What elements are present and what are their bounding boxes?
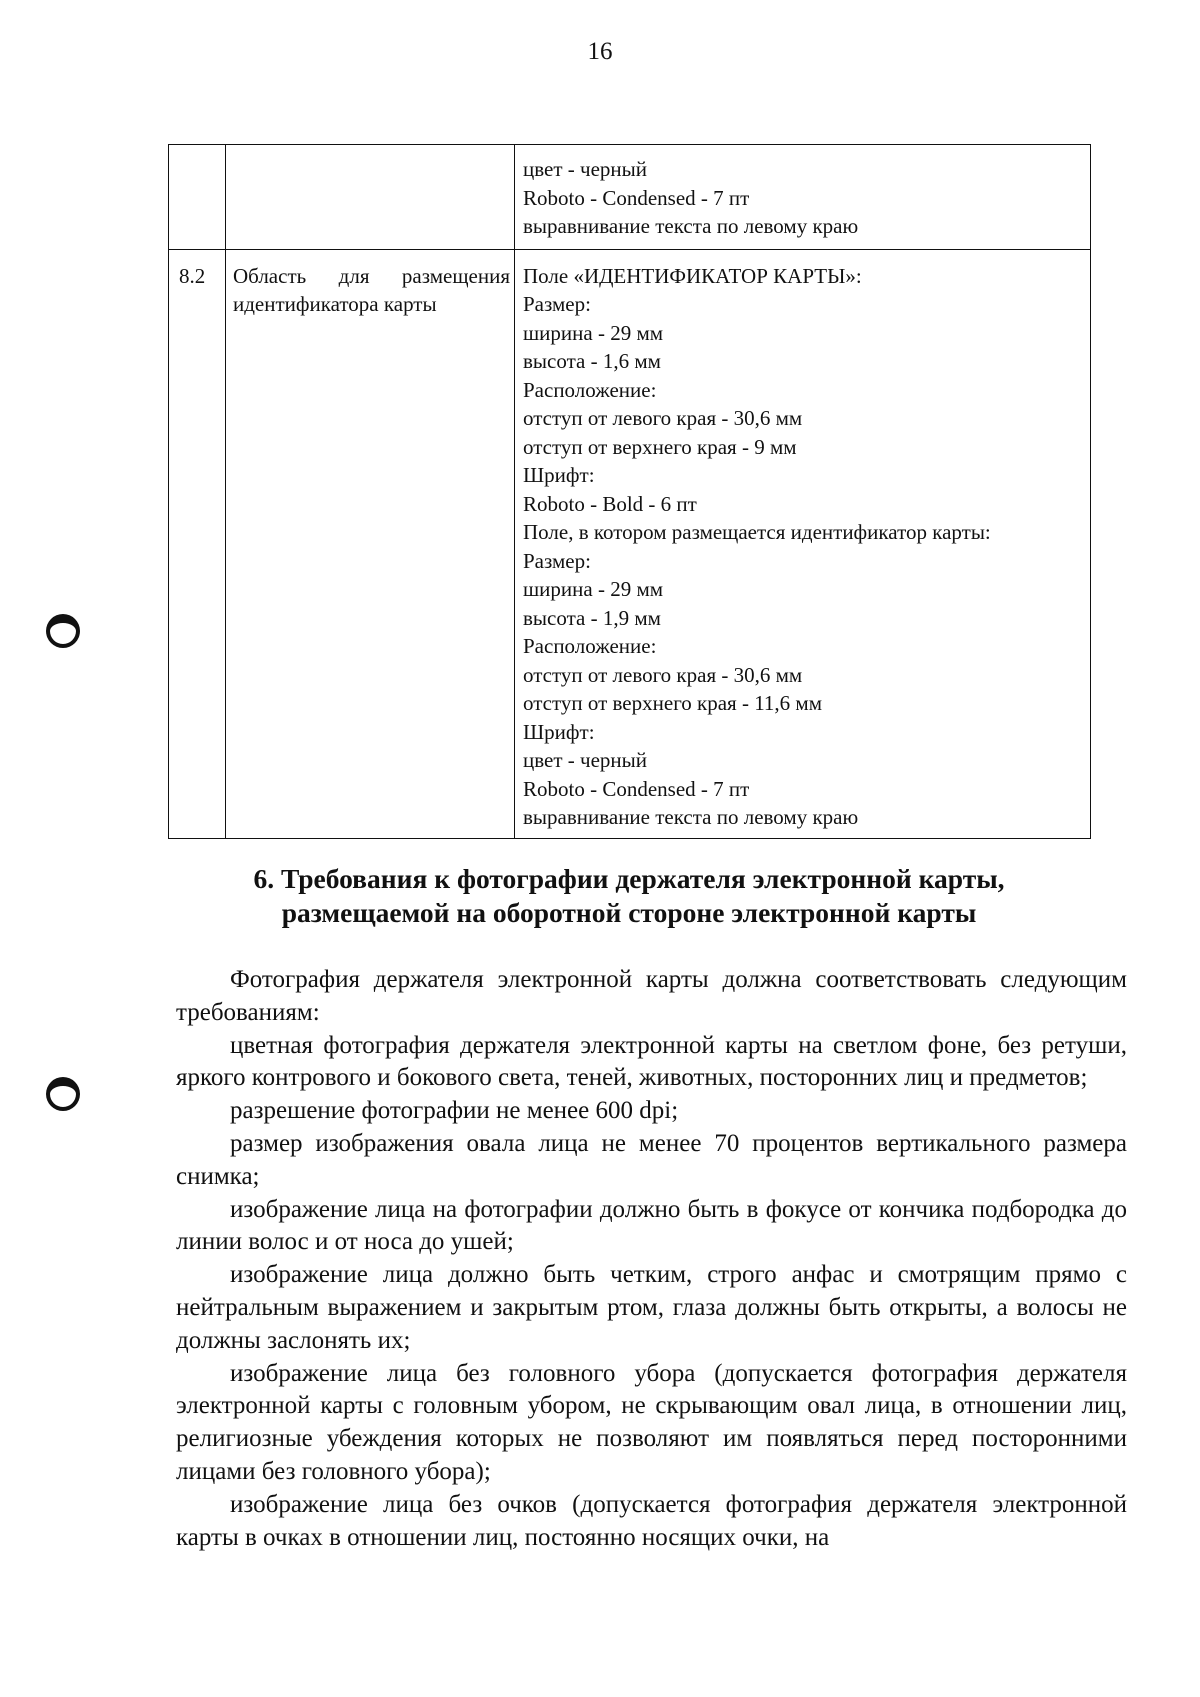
spec-line: высота - 1,9 мм (523, 605, 661, 630)
spec-line: выравнивание текста по левому краю (523, 805, 859, 829)
area-label-line: Область для размещения (233, 263, 510, 288)
paragraph: Фотография держателя электронной карты должна соответствовать следующим требованиям: (176, 966, 1127, 1026)
spec-cell (515, 249, 1091, 838)
section-body (176, 964, 1127, 1554)
spec-line: Roboto - Condensed - 7 пт (523, 185, 750, 210)
section-heading-line: размещаемой на оборотной стороне электронной карты (281, 897, 977, 928)
spec-line: Roboto - Bold - 6 пт (523, 491, 697, 516)
spec-line: Размер: (523, 548, 591, 573)
spec-table (168, 144, 1091, 839)
spec-line: отступ от верхнего края - 9 мм (523, 434, 797, 459)
spec-line: Поле «ИДЕНТИФИКАТОР КАРТЫ»: (523, 263, 862, 288)
spec-line: выравнивание текста по левому краю (523, 214, 859, 238)
spec-line: отступ от левого края - 30,6 мм (523, 662, 803, 687)
spec-line: Расположение: (523, 634, 657, 658)
paragraph: изображение лица без очков (допускается фотография держателя электронной карты в очках в отношении лиц, постоянно носящих очки, на (176, 1490, 1127, 1551)
table-row (169, 145, 1091, 250)
spec-line: ширина - 29 мм (523, 577, 664, 601)
section-heading (168, 862, 1090, 930)
area-cell (226, 249, 515, 838)
spec-line: ширина - 29 мм (523, 320, 664, 345)
punch-hole-icon (46, 1077, 80, 1111)
table-row (169, 249, 1091, 838)
paragraph: разрешение фотографии не менее 600 dpi; (230, 1097, 679, 1125)
row-number-cell (169, 145, 226, 250)
spec-line: цвет - черный (523, 157, 647, 181)
spec-line: Шрифт: (523, 719, 595, 744)
spec-line: Размер: (523, 292, 591, 316)
spec-line: отступ от левого края - 30,6 мм (523, 406, 803, 430)
spec-line: Поле, в котором размещается идентификатор карты: (523, 520, 991, 544)
spec-line: Roboto - Condensed - 7 пт (523, 776, 750, 801)
paragraph: изображение лица без головного убора (допускается фотография держателя электронной карты с головным убором, не скрывающим овал лица, в отношении лиц, религиозные убеждения которых не позволяют им появляться перед посторонними лицами без головного убора); (176, 1359, 1127, 1485)
spec-line: Шрифт: (523, 463, 595, 487)
spec-cell (515, 145, 1091, 250)
row-number-cell: 8.2 (169, 249, 226, 838)
section-heading-line: 6. Требования к фотографии держателя электронной карты, (253, 863, 1005, 894)
spec-line: цвет - черный (523, 748, 647, 772)
page-number: 16 (587, 38, 613, 65)
paragraph: изображение лица на фотографии должно быть в фокусе от кончика подбородка до линии волос и от носа до ушей; (176, 1195, 1127, 1256)
paragraph: цветная фотография держателя электронной карты на светлом фоне, без ретуши, яркого контрового и бокового света, теней, животных, посторонних лиц и предметов; (176, 1031, 1127, 1092)
spec-line: Расположение: (523, 377, 657, 402)
paragraph: изображение лица должно быть четким, строго анфас и смотрящим прямо с нейтральным выражением и закрытым ртом, глаза должны быть открыты, а волосы не должны заслонять их; (176, 1261, 1127, 1354)
punch-hole-icon (46, 614, 80, 648)
area-cell (226, 145, 515, 250)
paragraph: размер изображения овала лица не менее 70 процентов вертикального размера снимка; (176, 1129, 1127, 1190)
area-label-line: идентификатора карты (233, 292, 437, 316)
spec-line: отступ от верхнего края - 11,6 мм (523, 691, 823, 715)
spec-line: высота - 1,6 мм (523, 349, 661, 373)
